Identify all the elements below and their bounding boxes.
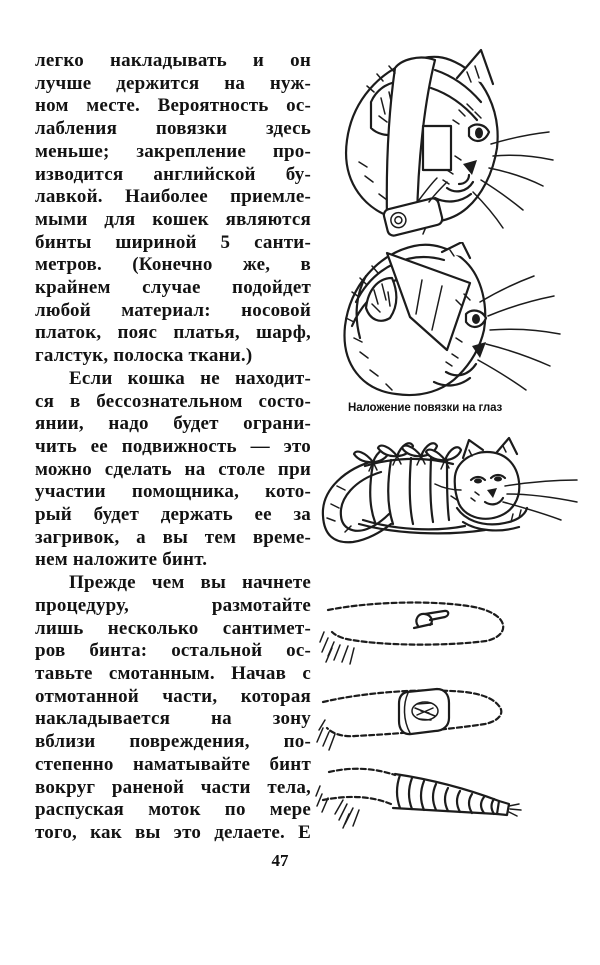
- text-line: лавкой. Наиболее приемле-: [35, 186, 311, 208]
- text-line: галстук, полоска ткани.): [35, 345, 253, 367]
- text-line: лабления повязки здесь: [35, 118, 311, 140]
- body-text: [35, 50, 311, 845]
- bandaged-tail-illustration: [315, 764, 585, 849]
- text-line: метров. (Конечно же, в: [35, 254, 311, 276]
- text-line: Если кошка не находит-: [69, 367, 311, 389]
- text-line: нем наложите бинт.: [35, 549, 208, 571]
- limb-with-pin-illustration: [318, 598, 588, 678]
- text-line: отмотанной части, которая: [35, 685, 311, 707]
- text-line: ся в бессознательном состо-: [35, 390, 311, 412]
- text-line: ном месте. Вероятность ос-: [35, 95, 311, 117]
- figure-caption: Наложение повязки на глаз: [348, 402, 503, 414]
- text-line: процедуру, размотайте: [35, 594, 311, 616]
- cat-head-bandage-roll-illustration: [335, 48, 590, 238]
- text-line: загривок, а вы тем време-: [35, 526, 311, 548]
- text-line: легко накладывать и он: [35, 50, 311, 71]
- text-line: вокруг раненой части тела,: [35, 776, 311, 798]
- text-line: платок, пояс платья, шарф,: [35, 322, 311, 344]
- text-line: мыми для кошек являются: [35, 208, 311, 230]
- text-line: чить ее подвижность — это: [35, 435, 311, 457]
- text-line: можно сделать на столе при: [35, 458, 311, 480]
- text-line: лишь несколько сантимет-: [35, 617, 311, 639]
- text-line: того, как вы это делаете. Е: [35, 821, 311, 843]
- cat-eye-bandage-illustration: [330, 242, 580, 400]
- text-line: любой материал: носовой: [35, 299, 311, 321]
- text-line: степенно наматывайте бинт: [35, 753, 311, 775]
- text-line: рый будет держать ее за: [35, 504, 311, 526]
- page-number: 47: [271, 851, 289, 870]
- text-line: янии, надо будет ограни-: [35, 413, 311, 435]
- text-line: распуская моток по мере: [35, 799, 311, 821]
- limb-with-tube-bandage-illustration: [315, 684, 585, 762]
- cat-body-bandage-illustration: [315, 432, 585, 567]
- text-line: изводится английской бу-: [35, 163, 311, 185]
- text-line: накладывается на зону: [35, 708, 311, 730]
- text-line: Прежде чем вы начнете: [69, 572, 311, 594]
- text-line: крайнем случае подойдет: [35, 277, 311, 299]
- text-line: лучше держится на нуж-: [35, 72, 311, 94]
- text-line: тавьте смотанным. Начав с: [35, 662, 311, 684]
- text-line: вблизи повреждения, по-: [35, 731, 311, 753]
- text-line: бинты шириной 5 санти-: [35, 231, 311, 253]
- text-line: участии помощника, кото-: [35, 481, 311, 503]
- text-line: ров бинта: остальной ос-: [35, 640, 311, 662]
- text-line: меньше; закрепление про-: [35, 140, 311, 162]
